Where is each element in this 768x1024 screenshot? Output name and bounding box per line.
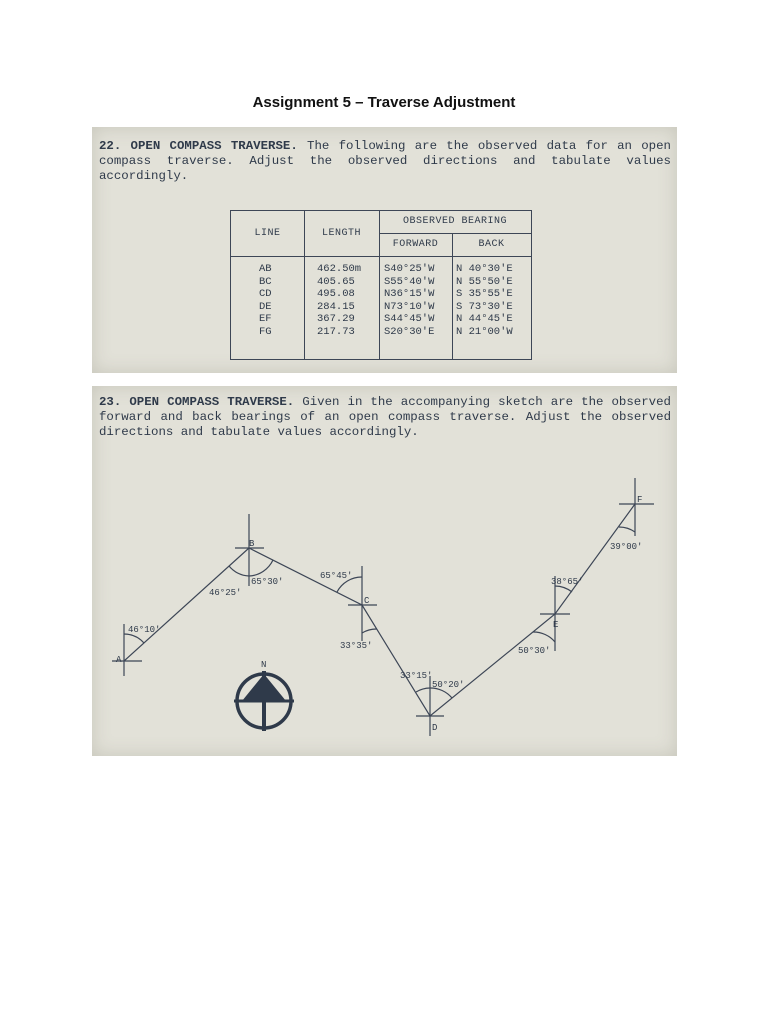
table-cell: N36°15'W bbox=[384, 288, 435, 301]
table-cell: 367.29 bbox=[317, 313, 355, 326]
table-cell: S44°45'W bbox=[384, 313, 435, 326]
page-title: Assignment 5 – Traverse Adjustment bbox=[252, 94, 516, 111]
traverse-line bbox=[124, 504, 635, 716]
point-a-label: A bbox=[116, 655, 122, 665]
table-cell: 462.50m bbox=[317, 263, 362, 275]
column-length bbox=[317, 263, 361, 339]
point-f-label: F bbox=[637, 495, 643, 505]
table-cell: FG bbox=[259, 325, 272, 338]
table-cell: S20°30'E bbox=[384, 325, 435, 338]
problem-22-description: The following are the observed data for an open compass traverse. Adjust the observed directions and tabulate values accordingly. bbox=[99, 139, 671, 183]
table-cell: 284.15 bbox=[317, 300, 355, 313]
problem-22-number: 22. OPEN COMPASS TRAVERSE. bbox=[99, 139, 298, 153]
header-back: BACK bbox=[478, 239, 505, 250]
point-c-label: C bbox=[364, 596, 370, 606]
header-length: LENGTH bbox=[321, 228, 361, 239]
table-cell: 217.73 bbox=[317, 325, 355, 338]
table-cell: EF bbox=[259, 313, 272, 326]
angle-b-left-label: 46°25' bbox=[209, 588, 242, 598]
table-cell: 405.65 bbox=[317, 275, 355, 288]
table-cell: S40°25'W bbox=[384, 263, 435, 275]
point-d-label: D bbox=[432, 723, 438, 733]
table-cell: N 55°50'E bbox=[456, 275, 513, 288]
angle-e-bottom-label: 50°30' bbox=[518, 646, 551, 656]
angle-d-left-label: 33°15' bbox=[400, 671, 433, 681]
angle-a-label: 46°10' bbox=[128, 625, 161, 635]
angle-f-label: 39°00' bbox=[610, 542, 643, 552]
table-cell: BC bbox=[259, 275, 272, 288]
problem-22-scan bbox=[92, 127, 677, 373]
table-cell: S55°40'W bbox=[384, 275, 435, 288]
problem-22-text bbox=[99, 139, 671, 184]
north-arrow-icon bbox=[234, 671, 294, 731]
column-line bbox=[259, 263, 272, 339]
header-forward: FORWARD bbox=[392, 239, 439, 250]
observed-data-table bbox=[230, 210, 532, 360]
column-back bbox=[456, 263, 513, 339]
angle-e-top-label: 38°65' bbox=[551, 577, 584, 587]
problem-23-description: Given in the accompanying sketch are the observed forward and back bearings of an open compass traverse. Adjust the observed directions and tabulate values accordingly. bbox=[99, 395, 671, 439]
table-cell: DE bbox=[259, 300, 272, 313]
table-cell: 495.08 bbox=[317, 288, 355, 301]
traverse-sketch bbox=[92, 386, 677, 756]
table-cell: AB bbox=[259, 263, 272, 275]
angle-d-right-label: 50°20' bbox=[432, 680, 465, 690]
point-b-label: B bbox=[249, 539, 255, 549]
problem-23-scan bbox=[92, 386, 677, 756]
column-forward bbox=[384, 263, 434, 339]
table-cell: N 21°00'W bbox=[456, 325, 513, 338]
angle-c-bottom-label: 33°35' bbox=[340, 641, 373, 651]
table-cell: N73°10'W bbox=[384, 300, 435, 313]
header-line: LINE bbox=[254, 228, 281, 239]
angle-b-right-label: 65°30' bbox=[251, 577, 284, 587]
table-cell: S 35°55'E bbox=[456, 288, 513, 301]
table-cell: N 40°30'E bbox=[456, 263, 513, 275]
angle-c-top-label: 65°45' bbox=[320, 571, 353, 581]
point-e-label: E bbox=[553, 620, 559, 630]
table-cell: N 44°45'E bbox=[456, 313, 513, 326]
header-observed-bearing: OBSERVED BEARING bbox=[402, 216, 507, 227]
table-cell: S 73°30'E bbox=[456, 300, 513, 313]
problem-23-number: 23. OPEN COMPASS TRAVERSE. bbox=[99, 395, 295, 409]
north-label: N bbox=[261, 660, 267, 670]
table-cell: CD bbox=[259, 288, 272, 301]
